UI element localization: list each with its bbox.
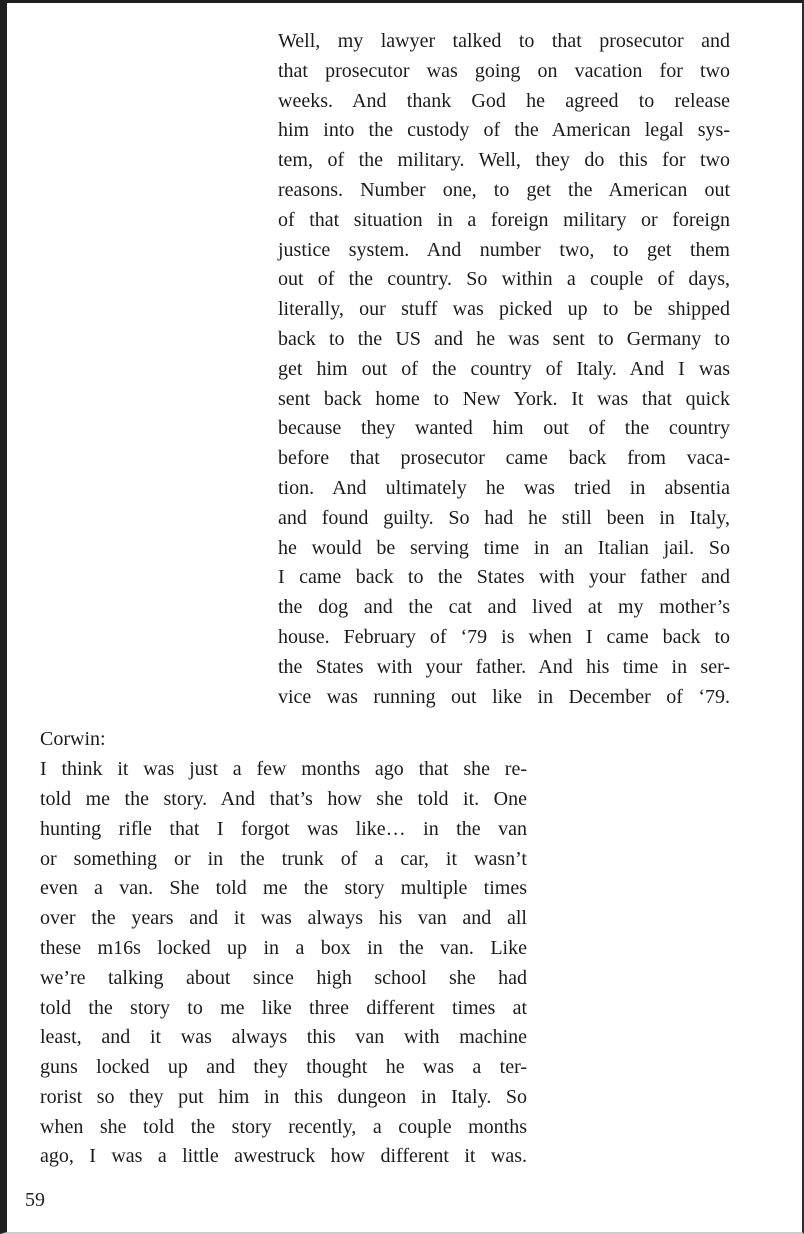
text-line: house. February of ‘79 is when I came back to	[278, 625, 730, 648]
speaker-label: Corwin:	[40, 728, 106, 751]
text-line: Well, my lawyer talked to that prosecutor and	[278, 30, 730, 52]
text-line: vice was running out like in December of ‘79.	[278, 685, 730, 708]
text-line: sent back home to New York. It was that quick	[278, 387, 730, 410]
text-line: get him out of the country of Italy. And I was	[278, 357, 730, 380]
text-line: the States with your father. And his time in ser-	[278, 655, 730, 678]
text-line: the dog and the cat and lived at my mother’s	[278, 596, 730, 619]
text-line: literally, our stuff was picked up to be shipped	[278, 298, 730, 321]
text-line: of that situation in a foreign military or foreign	[278, 208, 730, 231]
text-line: because they wanted him out of the country	[278, 417, 730, 440]
text-line: out of the country. So within a couple of days,	[278, 268, 730, 291]
text-line: weeks. And thank God he agreed to release	[278, 89, 730, 112]
text-line: I came back to the States with your father and	[278, 566, 730, 589]
text-line: these m16s locked up in a box in the van. Like	[40, 936, 527, 959]
text-line: tem, of the military. Well, they do this for two	[278, 149, 730, 172]
text-line: reasons. Number one, to get the American out	[278, 178, 730, 201]
page	[7, 3, 802, 1232]
text-line: back to the US and he was sent to Germany to	[278, 327, 730, 350]
text-line: we’re talking about since high school she had	[40, 966, 527, 989]
text-line: justice system. And number two, to get them	[278, 238, 730, 261]
text-line: that prosecutor was going on vacation for two	[278, 59, 730, 82]
text-line: or something or in the trunk of a car, it wasn’t	[40, 847, 527, 870]
text-line: before that prosecutor came back from vaca-	[278, 447, 730, 470]
speaker-section	[40, 725, 527, 1172]
text-line: hunting rifle that I forgot was like… in the van	[40, 817, 527, 840]
speaker-paragraph-lines	[40, 755, 527, 1172]
text-line: he would be serving time in an Italian jail. So	[278, 536, 730, 559]
text-line: least, and it was always this van with machine	[40, 1026, 527, 1049]
text-line: I think it was just a few months ago that she re-	[40, 758, 527, 781]
text-line: told the story to me like three different times at	[40, 996, 527, 1019]
page-footer	[25, 1188, 802, 1212]
text-line: ago, I was a little awestruck how different it was.	[40, 1145, 527, 1168]
text-line: even a van. She told me the story multiple times	[40, 877, 527, 900]
text-line: and found guilty. So had he still been in Italy,	[278, 506, 730, 529]
text-line: him into the custody of the American legal sys-	[278, 119, 730, 142]
quote-lines	[278, 27, 730, 712]
text-line: told me the story. And that’s how she told it. One	[40, 787, 527, 810]
text-line: guns locked up and they thought he was a ter-	[40, 1056, 527, 1079]
text-line: tion. And ultimately he was tried in absentia	[278, 476, 730, 499]
text-line: over the years and it was always his van and all	[40, 907, 527, 930]
page-number: 59	[25, 1189, 45, 1212]
text-line: when she told the story recently, a couple months	[40, 1115, 527, 1138]
text-line: rorist so they put him in this dungeon in Italy. So	[40, 1085, 527, 1108]
quote-block	[278, 27, 730, 712]
